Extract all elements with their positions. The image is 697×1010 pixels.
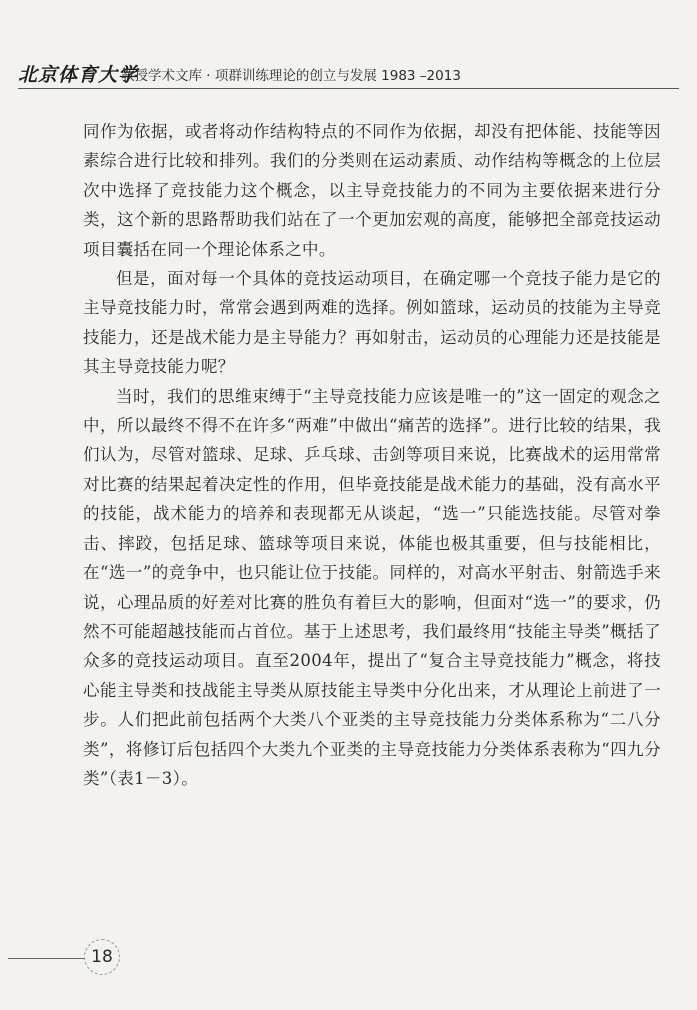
- book-series-title: 教授学术文库 · 项群训练理论的创立与发展 1983 –2013: [121, 68, 461, 84]
- paragraph-1: 同作为依据，或者将动作结构特点的不同作为依据，却没有把体能、技能等因素综合进行比较和排列。我们的分类则在运动素质、动作结构等概念的上位层次中选择了竞技能力这个概念，以主导竞技能力的不同为主要依据来进行分类，这个新的思路帮助我们站在了一个更加宏观的高度，能够把全部竞技运动项目囊括在同一个理论体系之中。: [83, 122, 661, 259]
- body-text: [83, 117, 661, 793]
- footer-divider: [8, 958, 88, 959]
- page-number: 18: [84, 939, 120, 975]
- header-divider: [18, 88, 679, 89]
- paragraph-2: 但是，面对每一个具体的竞技运动项目，在确定哪一个竞技子能力是它的主导竞技能力时，常常会遇到两难的选择。例如篮球，运动员的技能为主导竞技能力，还是战术能力是主导能力？再如射击，运动员的心理能力还是技能是其主导竞技能力呢？: [83, 269, 661, 377]
- running-header: [0, 52, 697, 86]
- paragraph-3: 当时，我们的思维束缚于“主导竞技能力应该是唯一的”这一固定的观念之中，所以最终不得不在许多“两难”中做出“痛苦的选择”。进行比较的结果，我们认为，尽管对篮球、足球、乒乓球、击剑等项目来说，比赛战术的运用常常对比赛的结果起着决定性的作用，但毕竟技能是战术能力的基础，没有高水平的技能，战术能力的培养和表现都无从谈起，“选一”只能选技能。尽管对拳击、摔跤，包括足球、篮球等项目来说，体能也极其重要，但与技能相比，在“选一”的竞争中，也只能让位于技能。同样的，对高水平射击、射箭选手来说，心理品质的好差对比赛的胜负有着巨大的影响，但面对“选一”的要求，仍然不可能超越技能而占首位。基于上述思考，我们最终用“技能主导类”概括了众多的竞技运动项目。直至2004年，提出了“复合主导竞技能力”概念，将技心能主导类和技战能主导类从原技能主导类中分化出来，才从理论上前进了一步。人们把此前包括两个大类八个亚类的主导竞技能力分类体系称为“二八分类”，将修订后包括四个大类九个亚类的主导竞技能力分类体系表称为“四九分类”（表1－3）。: [83, 386, 661, 788]
- university-logo: 北京体育大学: [18, 64, 139, 86]
